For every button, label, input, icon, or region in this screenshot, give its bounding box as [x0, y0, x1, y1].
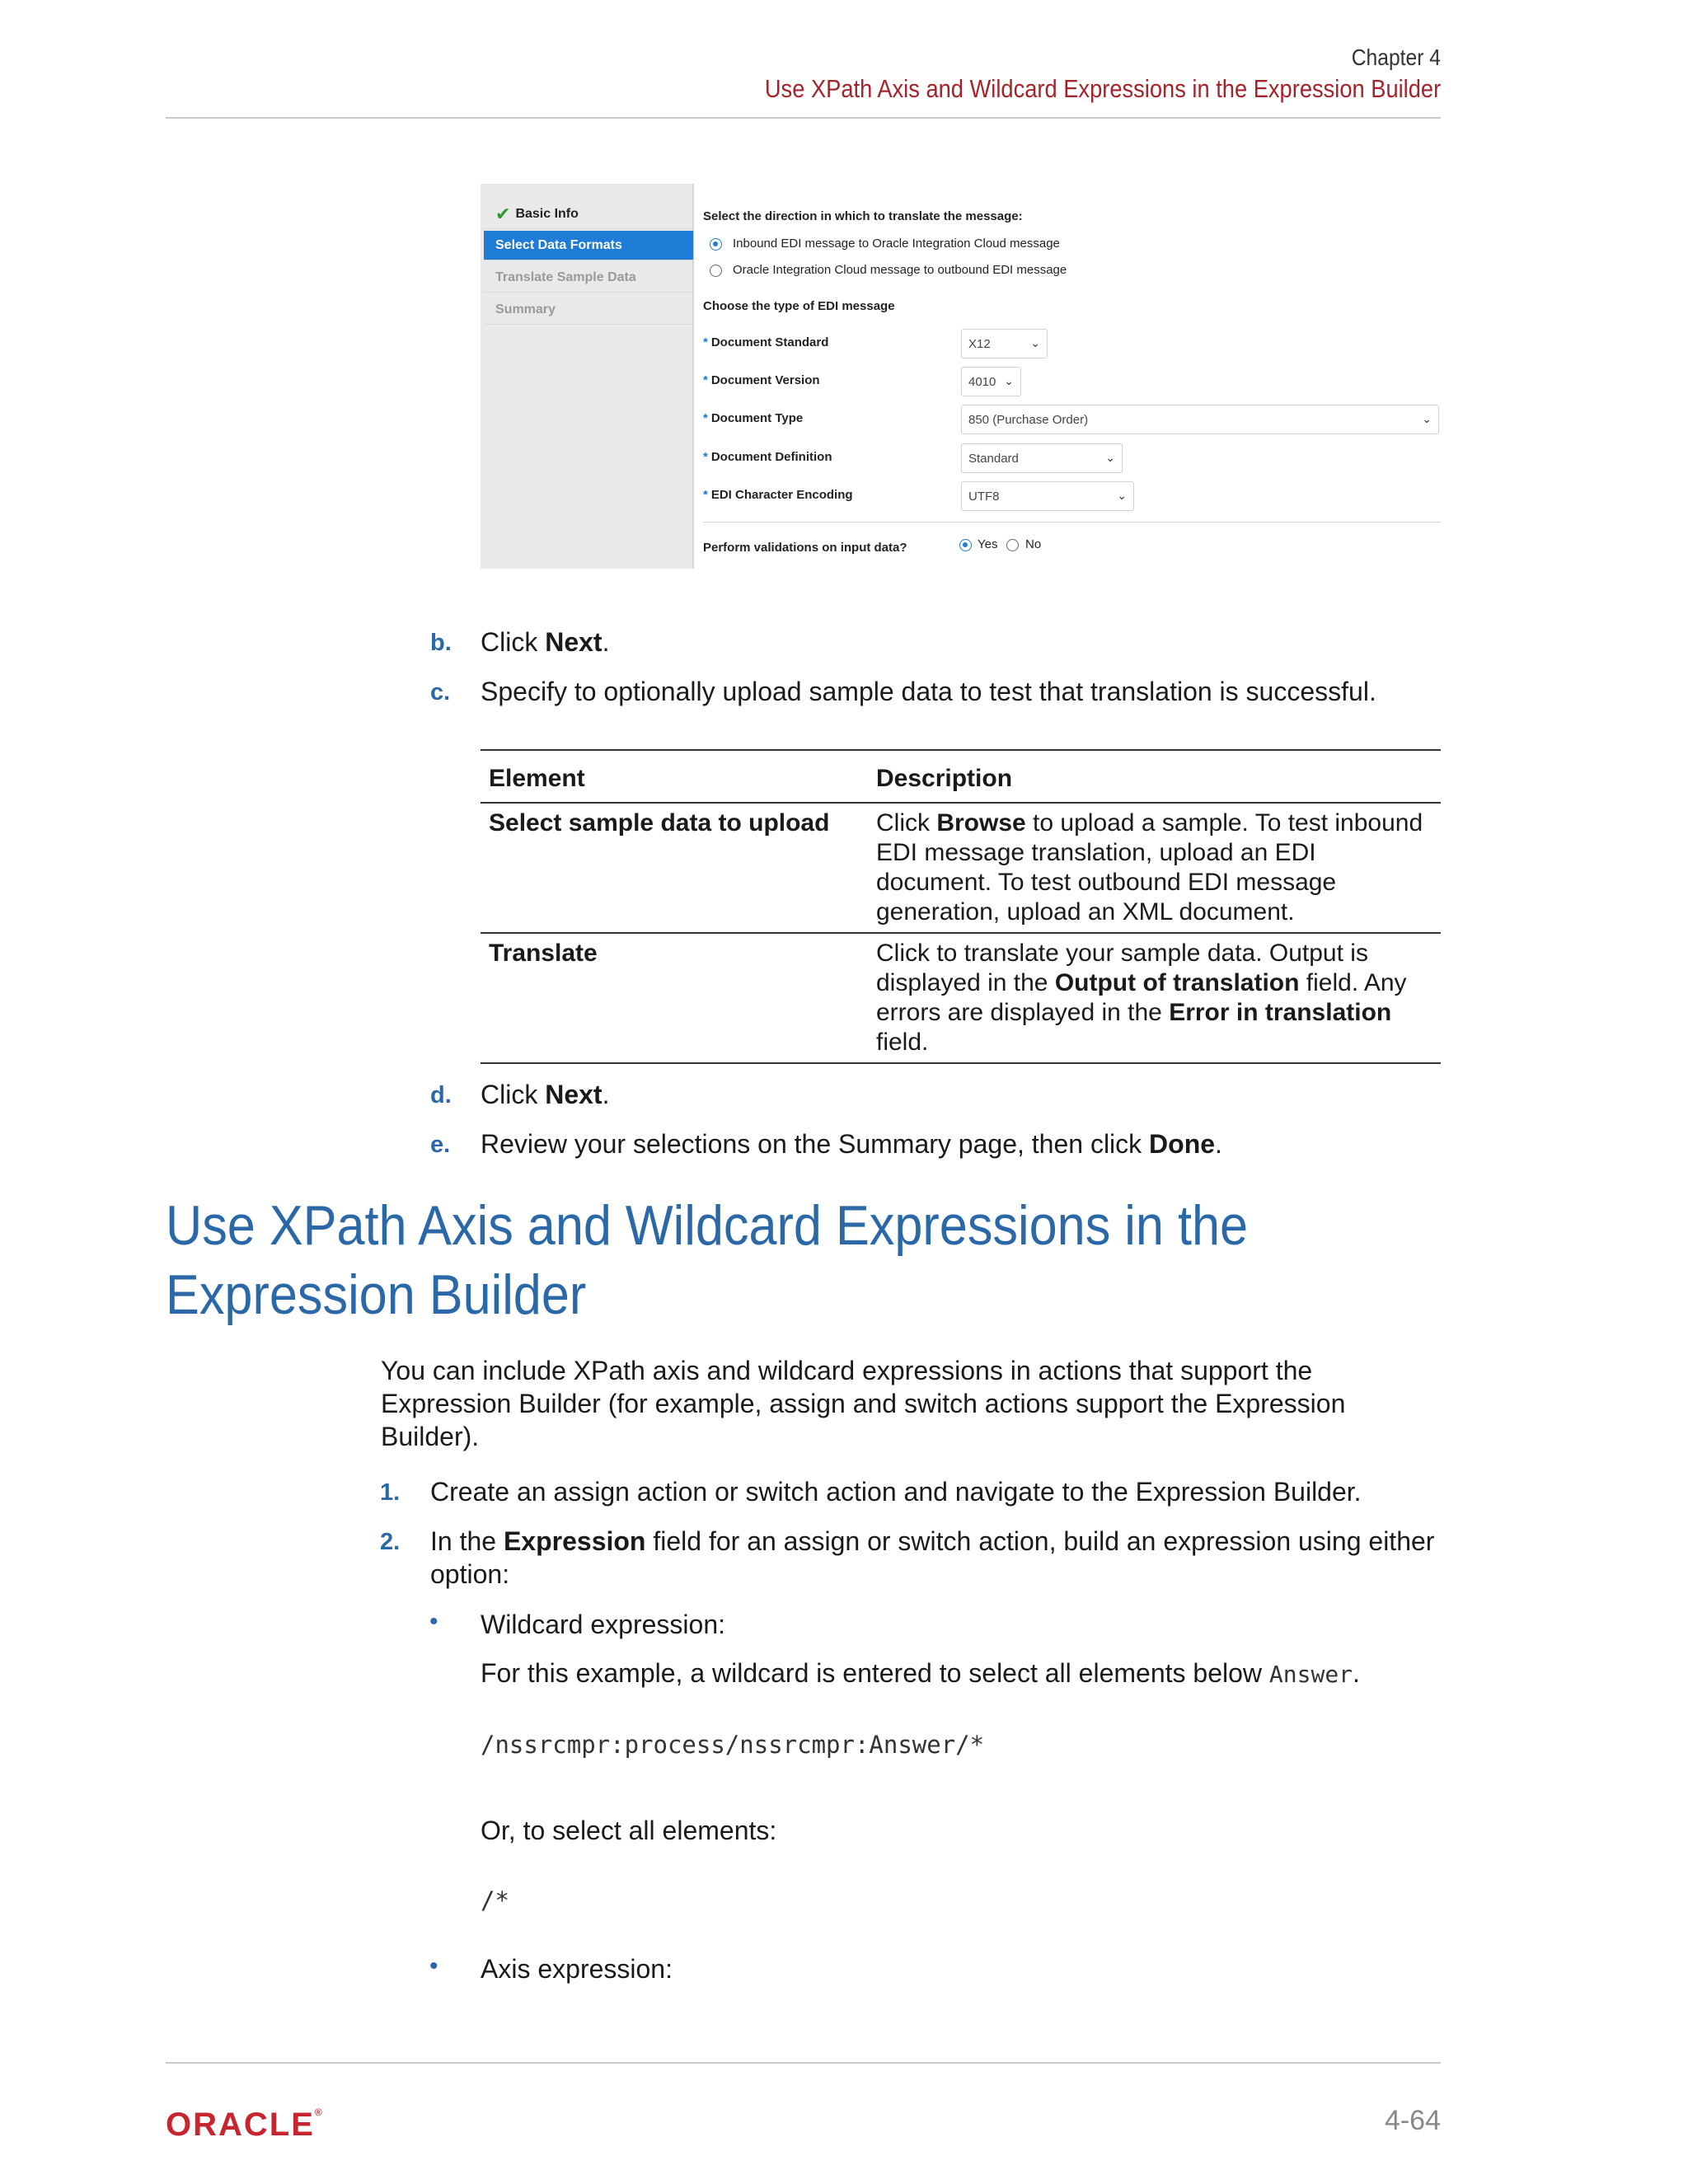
chevron-down-icon: ⌄ [1105, 451, 1115, 464]
wizard-form [703, 184, 1441, 569]
field-label-document-version [703, 373, 820, 387]
table-header: Element [481, 750, 868, 803]
step-e [481, 1127, 1222, 1160]
table-header: Description [868, 750, 1441, 803]
step-text: Click [481, 627, 546, 657]
page-number: 4-64 [1384, 2105, 1441, 2136]
checkmark-icon: ✔ [495, 203, 511, 224]
select-value: UTF8 [968, 489, 1000, 504]
desc-text: . [1353, 1658, 1360, 1688]
logo-text: ORACLE [166, 2107, 315, 2143]
table-cell-description [868, 803, 1441, 933]
step-marker: 1. [380, 1479, 401, 1506]
cell-text: field. [876, 1029, 929, 1056]
cell-text: Click [876, 809, 937, 837]
table-cell-element: Select sample data to upload [481, 803, 868, 933]
document-definition-select[interactable] [961, 443, 1123, 473]
step-2 [430, 1525, 1444, 1591]
bullet-icon: • [429, 1952, 438, 1980]
step-marker: b. [430, 630, 452, 656]
sidebar-item-basic-info[interactable] [484, 199, 693, 229]
step-text: . [602, 627, 610, 657]
bullet-wildcard: Wildcard expression: [481, 1610, 725, 1639]
header-divider [166, 117, 1441, 119]
field-label-text: Document Type [710, 411, 804, 425]
required-icon: * [703, 373, 708, 387]
bullet-axis: Axis expression: [481, 1954, 673, 1984]
step-bold: Done [1149, 1129, 1216, 1159]
step-text: In the [430, 1526, 504, 1556]
radio-validation-no-label: No [1025, 537, 1042, 551]
table-row [481, 803, 1441, 933]
step-bold: Next [545, 1080, 603, 1109]
required-icon: * [703, 488, 708, 502]
bullet-icon: • [429, 1608, 438, 1635]
step-bold: Expression [503, 1526, 646, 1556]
registered-icon: ® [314, 2107, 322, 2118]
cell-bold: Browse [936, 809, 1026, 837]
field-label-text: EDI Character Encoding [710, 488, 853, 502]
sidebar-item-label: Basic Info [515, 206, 579, 221]
select-value: Standard [968, 451, 1019, 466]
field-label-document-standard [703, 335, 828, 349]
chevron-down-icon: ⌄ [1117, 489, 1127, 502]
step-marker: c. [430, 679, 451, 705]
required-icon: * [703, 450, 708, 464]
table-cell-element: Translate [481, 933, 868, 1063]
step-marker: 2. [380, 1529, 401, 1555]
inline-code: Answer [1268, 1661, 1353, 1688]
desc-text: For this example, a wildcard is entered to select all elements below [481, 1658, 1269, 1688]
chapter-section-title[interactable]: Use XPath Axis and Wildcard Expressions in the Expression Builder [764, 74, 1441, 103]
step-text: Click [481, 1080, 546, 1109]
step-text: . [1215, 1129, 1222, 1159]
sidebar-item-label: Summary [495, 302, 556, 316]
chevron-down-icon: ⌄ [1030, 336, 1040, 349]
required-icon: * [703, 335, 708, 349]
cell-text: to upload a sample. To test inbound EDI message translation, upload an EDI document. To test outbound EDI message generation, upload an XML document. [876, 809, 1423, 926]
required-icon: * [703, 411, 708, 425]
intro-paragraph: You can include XPath axis and wildcard expressions in actions that support the Expression Builder (for example, assign and switch actions support the Expression Builder). [381, 1356, 1346, 1451]
step-text: field for an assign or switch action, build an expression using either option: [430, 1526, 1435, 1589]
sidebar-item-label: Select Data Formats [495, 237, 622, 252]
document-standard-select[interactable] [961, 329, 1048, 359]
sidebar-item-translate-sample-data[interactable] [484, 263, 693, 293]
wizard-sidebar [481, 184, 694, 569]
step-marker: e. [430, 1132, 451, 1158]
step-text: Review your selections on the Summary page, then click [481, 1129, 1150, 1159]
field-label-text: Document Definition [710, 450, 832, 464]
radio-validation-no[interactable] [1006, 539, 1019, 551]
validation-label: Perform validations on input data? [703, 541, 907, 555]
code-example-wildcard: /nssrcmpr:process/nssrcmpr:Answer/* [481, 1731, 985, 1759]
wildcard-description [481, 1657, 1360, 1691]
table-header-row [481, 750, 1441, 803]
radio-outbound[interactable] [710, 265, 722, 277]
form-divider [703, 522, 1441, 523]
direction-label: Select the direction in which to translate the message: [703, 209, 1023, 223]
edi-type-label: Choose the type of EDI message [703, 299, 895, 313]
element-description-table [481, 749, 1441, 1064]
table-cell-description [868, 933, 1441, 1063]
radio-validation-yes-label: Yes [978, 537, 998, 551]
sidebar-item-select-data-formats[interactable] [484, 231, 693, 260]
cell-text: field. Any errors are displayed in the [876, 969, 1407, 1026]
step-c: Specify to optionally upload sample data to test that translation is successful. [481, 677, 1376, 706]
select-value: 4010 [968, 374, 996, 389]
oracle-logo [166, 2107, 322, 2144]
field-label-document-type [703, 411, 803, 425]
radio-inbound-label: Inbound EDI message to Oracle Integration Cloud message [733, 237, 1060, 251]
field-label-document-definition [703, 450, 832, 464]
field-label-text: Document Version [710, 373, 820, 387]
cell-text: Click to translate your sample data. Output is displayed in the [876, 940, 1368, 996]
document-version-select[interactable] [961, 367, 1021, 396]
step-text: . [602, 1080, 610, 1109]
code-example-all: /* [481, 1886, 509, 1915]
step-1: Create an assign action or switch action and navigate to the Expression Builder. [430, 1477, 1362, 1507]
radio-inbound[interactable] [710, 238, 722, 251]
or-select-all-text: Or, to select all elements: [481, 1816, 777, 1845]
chevron-down-icon: ⌄ [1004, 374, 1014, 387]
document-type-select[interactable] [961, 405, 1439, 434]
field-label-edi-character-encoding [703, 488, 853, 502]
sidebar-item-label: Translate Sample Data [495, 269, 636, 284]
step-d [481, 1078, 609, 1111]
chapter-label: Chapter 4 [1351, 45, 1441, 70]
table-row [481, 933, 1441, 1063]
chevron-down-icon: ⌄ [1422, 412, 1432, 425]
field-label-text: Document Standard [710, 335, 829, 349]
radio-validation-yes[interactable] [959, 539, 972, 551]
step-marker: d. [430, 1082, 452, 1108]
cell-bold: Output of translation [1054, 969, 1300, 996]
sidebar-item-summary[interactable] [484, 295, 693, 325]
footer-divider [166, 2062, 1441, 2064]
step-bold: Next [545, 627, 603, 657]
select-value: 850 (Purchase Order) [968, 412, 1089, 427]
section-heading: Use XPath Axis and Wildcard Expressions in the Expression Builder [166, 1194, 1249, 1326]
step-b [481, 626, 609, 658]
cell-bold: Error in translation [1169, 999, 1392, 1026]
radio-outbound-label: Oracle Integration Cloud message to outbound EDI message [733, 263, 1067, 277]
edi-character-encoding-select[interactable] [961, 481, 1134, 511]
embedded-screenshot [481, 184, 1441, 569]
select-value: X12 [968, 336, 991, 351]
